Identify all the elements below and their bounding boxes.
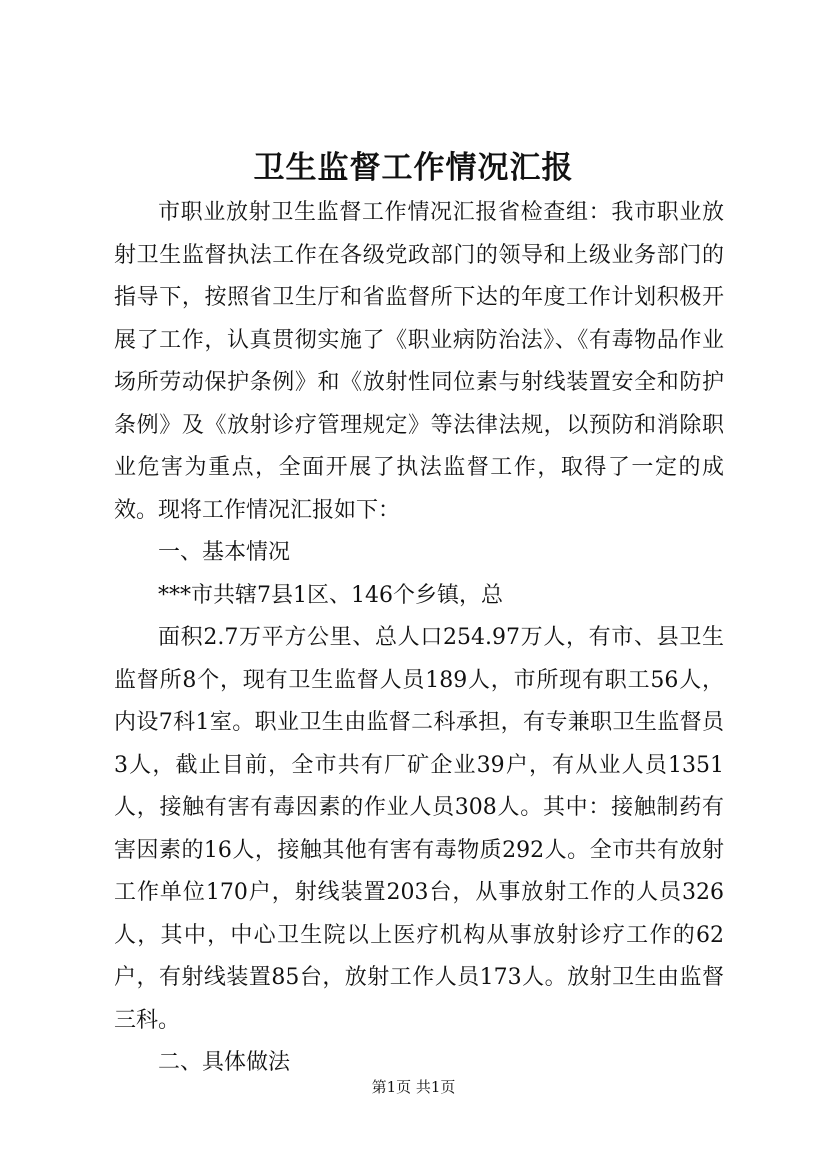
page-footer: 第1页 共1页 bbox=[371, 1078, 456, 1096]
paragraph-statistics: 面积2.7万平方公里、总人口254.97万人，有市、县卫生监督所8个，现有卫生监督人员189人，市所现有职工56人，内设7科1室。职业卫生由监督二科承担，有专兼职卫生监督员3人，截止目前，全市共有厂矿企业39户，有从业人员1351人，接触有害有毒因素的作业人员308人。其中：接触制药有害因素的16人，接触其他有害有毒物质292人。全市共有放射工作单位170户，射线装置203台，从事放射工作的人员326人，其中，中心卫生院以上医疗机构从事放射诊疗工作的62户，有射线装置85台，放射工作人员173人。放射卫生由监督三科。 bbox=[114, 625, 724, 1033]
paragraph-intro: 市职业放射卫生监督工作情况汇报省检查组：我市职业放射卫生监督执法工作在各级党政部门的领导和上级业务部门的指导下，按照省卫生厅和省监督所下达的年度工作计划积极开展了工作，认真贯彻实施了《职业病防治法》、《有毒物品作业场所劳动保护条例》和《放射性同位素与射线装置安全和防护条例》及《放射诊疗管理规定》等法律法规，以预防和消除职业危害为重点，全面开展了执法监督工作，取得了一定的成效。现将工作情况汇报如下： bbox=[114, 200, 724, 523]
document-title: 卫生监督工作情况汇报 bbox=[253, 150, 574, 186]
heading-basic-situation: 一、基本情况 bbox=[158, 540, 291, 565]
document-body bbox=[114, 192, 724, 1085]
paragraph-jurisdiction: ***市共辖7县1区、146个乡镇，总 bbox=[158, 582, 503, 608]
heading-specific-practices: 二、具体做法 bbox=[158, 1050, 291, 1075]
